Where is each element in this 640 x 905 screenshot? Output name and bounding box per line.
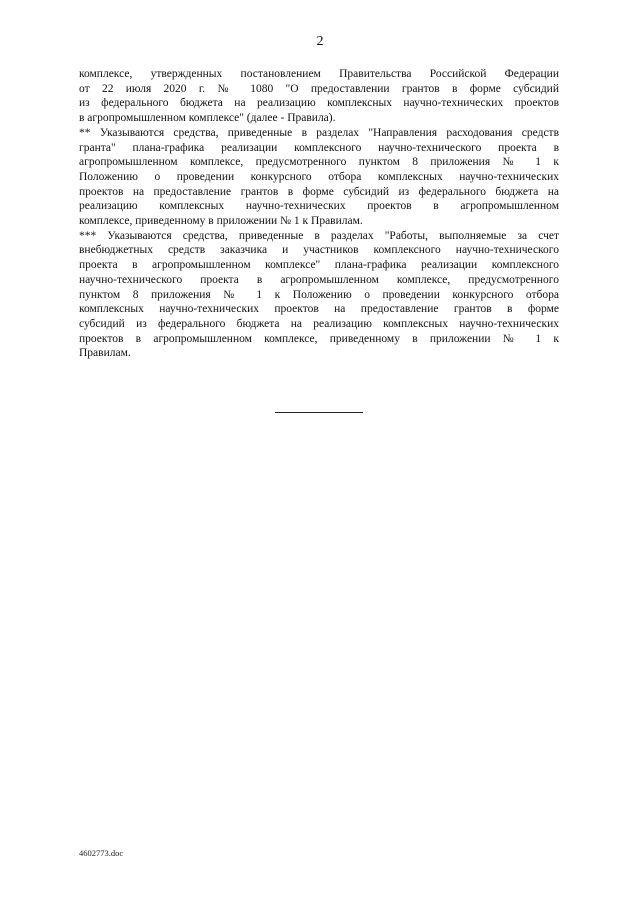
- text-line: в агропромышленном комплексе" (далее - Правила).: [79, 112, 336, 125]
- footnote-paragraph-1: [79, 67, 559, 126]
- footnote-paragraph-2: [79, 126, 559, 229]
- text-line: комплексе, утвержденных постановлением Правительства Российской Федерации: [79, 68, 559, 80]
- text-line: от 22 июля 2020 г. № 1080 "О предоставлении грантов в форме субсидий: [79, 82, 559, 95]
- footnote-paragraph-3: [79, 229, 559, 361]
- text-line: гранта" плана-графика реализации комплексного научно-технического проекта в: [79, 141, 559, 154]
- page-number: 2: [316, 34, 324, 49]
- text-line: комплексных научно-технических проектов на предоставление грантов в форме: [79, 303, 559, 316]
- text-line: *** Указываются средства, приведенные в разделах "Работы, выполняемые за счет: [79, 229, 559, 242]
- end-separator-line: [275, 412, 363, 413]
- footer-doc-id: 4602773.doc: [79, 848, 124, 858]
- text-line: комплексе, приведенному в приложении № 1 к Правилам.: [79, 215, 363, 228]
- text-line: реализацию комплексных научно-технических проектов в агропромышленном: [79, 200, 559, 213]
- text-line: Положению о проведении конкурсного отбора комплексных научно-технических: [79, 170, 559, 183]
- text-line: агропромышленном комплексе, предусмотренного пунктом 8 приложения № 1 к: [79, 156, 559, 169]
- document-body: [79, 67, 559, 361]
- text-line: субсидий из федерального бюджета на реализацию комплексных научно-технических: [79, 317, 559, 330]
- text-line: проекта в агропромышленном комплексе" плана-графика реализации комплексного: [79, 259, 559, 272]
- text-line: из федерального бюджета на реализацию комплексных научно-технических проектов: [79, 97, 559, 110]
- text-line: проектов на предоставление грантов в форме субсидий из федерального бюджета на: [79, 185, 559, 198]
- text-line: внебюджетных средств заказчика и участников комплексного научно-технического: [79, 244, 559, 257]
- text-line: ** Указываются средства, приведенные в разделах "Направления расходования средств: [79, 126, 559, 139]
- text-line: проектов в агропромышленном комплексе, приведенному в приложении № 1 к: [79, 332, 559, 345]
- text-line: Правилам.: [79, 347, 131, 360]
- text-line: научно-технического проекта в агропромышленном комплексе, предусмотренного: [79, 273, 559, 286]
- text-line: пунктом 8 приложения № 1 к Положению о проведении конкурсного отбора: [79, 288, 559, 301]
